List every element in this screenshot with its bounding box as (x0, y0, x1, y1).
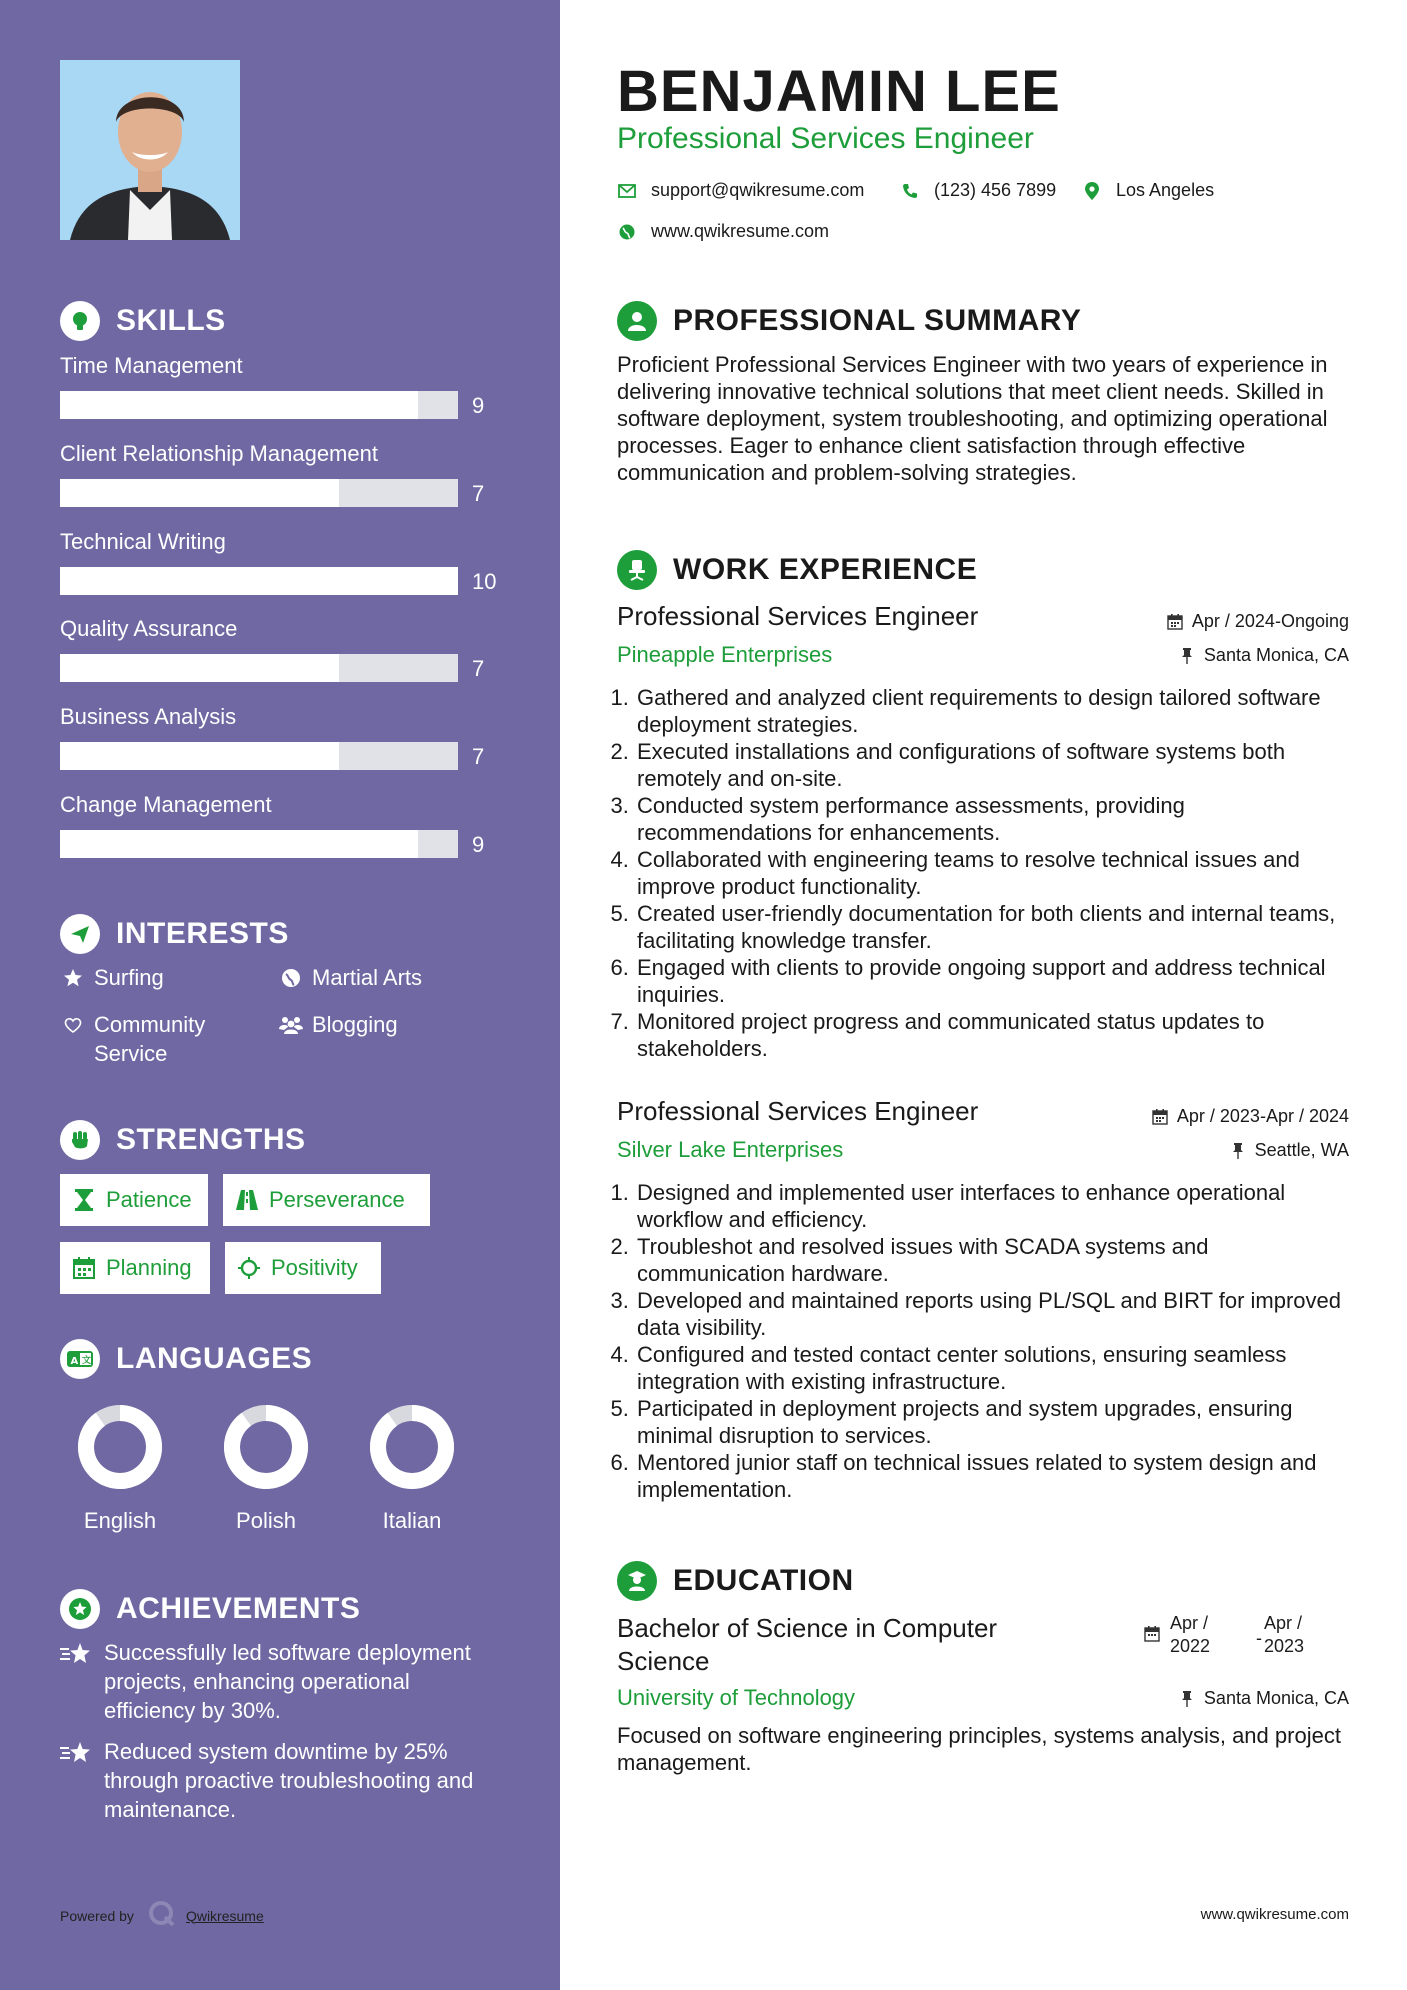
skill-level: 7 (472, 656, 485, 681)
candidate-title: Professional Services Engineer (617, 122, 1034, 155)
language-item (206, 1404, 326, 1534)
pushpin-icon (1178, 647, 1196, 665)
svg-text:A: A (70, 1356, 79, 1367)
education-start (1170, 1612, 1210, 1658)
skills-title: SKILLS (116, 304, 226, 337)
interests-title: INTERESTS (116, 917, 289, 950)
language-item (60, 1404, 180, 1534)
skill-level: 9 (472, 393, 485, 418)
email-text: support@qwikresume.com (651, 180, 865, 200)
interests-heading (60, 912, 289, 956)
education-location-text: Santa Monica, CA (1203, 1688, 1349, 1708)
job-company: Silver Lake Enterprises (617, 1137, 844, 1162)
calendar-icon (1144, 1626, 1160, 1647)
interest-label: Martial Arts (312, 965, 423, 990)
duty-item: 6. Mentored junior staff on technical issues related to system design and implementation. (635, 1449, 1357, 1503)
qwikresume-logo-icon (148, 1900, 176, 1931)
skill-bar-fill (60, 391, 418, 419)
education-end-month: Apr / (1264, 1613, 1303, 1633)
skill-bar (60, 742, 458, 770)
contact-location (1082, 180, 1214, 201)
calendar-icon (72, 1256, 96, 1280)
profile-photo (60, 60, 240, 240)
qwikresume-link[interactable]: Qwikresume (185, 1907, 264, 1924)
office-chair-icon (617, 550, 657, 590)
education-heading (617, 1559, 854, 1603)
duty-item: 3. Developed and maintained reports using PL/SQL and BIRT for improved data visibility. (635, 1287, 1357, 1341)
interest-item (278, 1010, 398, 1039)
sidebar (0, 0, 560, 1990)
language-ring-fill (86, 1413, 154, 1481)
job-dates (1166, 611, 1349, 632)
road-icon (235, 1188, 259, 1212)
achievement-text: Reduced system downtime by 25% through proactive troubleshooting and maintenance. (104, 1739, 474, 1822)
strength-label: Planning (106, 1255, 192, 1280)
experience-heading (617, 548, 977, 592)
lightbulb-icon (60, 301, 100, 341)
skill-bar-fill (60, 567, 458, 595)
duty-item: 6. Engaged with clients to provide ongoing support and address technical inquiries. (635, 954, 1357, 1008)
location-text: Los Angeles (1116, 180, 1215, 200)
duty-item: 2. Executed installations and configurations of software systems both remotely and on-site. (635, 738, 1357, 792)
education-location (1178, 1688, 1349, 1709)
skill-name: Time Management (60, 353, 243, 378)
language-label: Italian (382, 1508, 442, 1533)
skill-bar (60, 479, 458, 507)
skill-bar (60, 654, 458, 682)
language-item (352, 1404, 472, 1534)
fist-icon (60, 1120, 100, 1160)
job-location-text: Seattle, WA (1254, 1140, 1349, 1160)
language-label: Polish (236, 1508, 296, 1533)
paper-plane-icon (60, 914, 100, 954)
interest-item (278, 963, 422, 992)
summary-heading (617, 299, 1081, 343)
strength-tag (225, 1242, 381, 1294)
user-icon (617, 301, 657, 341)
duty-item: 4. Collaborated with engineering teams to resolve technical issues and improve product functionality. (635, 846, 1357, 900)
skill-bar-fill (60, 830, 418, 858)
skill-level: 9 (472, 832, 485, 857)
job-title: Professional Services Engineer (617, 601, 979, 631)
achievement-text: Successfully led software deployment projects, enhancing operational efficiency by 30%. (104, 1640, 471, 1723)
interest-label: Surfing (94, 965, 164, 990)
job-duties-list (617, 684, 1357, 1062)
education-title: EDUCATION (673, 1564, 854, 1597)
duty-item: 1. Designed and implemented user interfaces to enhance operational workflow and efficiency. (635, 1179, 1357, 1233)
achievements-title: ACHIEVEMENTS (116, 1592, 361, 1625)
skill-bar-fill (60, 479, 339, 507)
summary-title: PROFESSIONAL SUMMARY (673, 304, 1082, 337)
translate-icon (60, 1339, 100, 1379)
language-label: English (83, 1508, 157, 1533)
interest-label: Blogging (312, 1012, 398, 1037)
strength-tag (60, 1242, 210, 1294)
experience-title: WORK EXPERIENCE (673, 553, 978, 586)
duty-item: 7. Monitored project progress and communicated status updates to stakeholders. (635, 1008, 1357, 1062)
strengths-title: STRENGTHS (116, 1123, 306, 1156)
job-location (1178, 645, 1349, 666)
duty-item: 3. Conducted system performance assessments, providing recommendations for enhancements. (635, 792, 1357, 846)
language-level-ring (223, 1404, 309, 1490)
duty-item: 1. Gathered and analyzed client requirements to design tailored software deployment strategies. (635, 684, 1357, 738)
job-company: Pineapple Enterprises (617, 642, 833, 667)
strength-tag (60, 1174, 208, 1226)
group-icon (278, 1010, 304, 1039)
sun-icon (237, 1256, 261, 1280)
education-end-year: 2023 (1264, 1636, 1305, 1656)
interest-item (60, 963, 164, 992)
hourglass-icon (72, 1188, 96, 1212)
contact-phone[interactable] (900, 180, 1056, 201)
star-badge-icon (60, 1589, 100, 1629)
envelope-icon (617, 181, 637, 201)
languages-heading (60, 1337, 312, 1381)
skill-name: Quality Assurance (60, 616, 238, 641)
language-level-ring (77, 1404, 163, 1490)
skill-name: Change Management (60, 792, 272, 817)
skill-level: 10 (472, 569, 497, 594)
graduate-icon (617, 1561, 657, 1601)
powered-by (60, 1900, 264, 1931)
strength-label: Perseverance (269, 1187, 405, 1212)
skill-level: 7 (472, 744, 485, 769)
skill-bar (60, 830, 458, 858)
shooting-star-icon (60, 1638, 94, 1725)
map-pin-icon (1082, 181, 1102, 201)
globe-icon (617, 222, 637, 242)
language-ring-fill (378, 1413, 446, 1481)
pushpin-icon (1229, 1142, 1247, 1160)
candidate-name: BENJAMIN LEE (617, 59, 1061, 124)
interest-label: Community Service (94, 1012, 206, 1066)
skill-bar (60, 567, 458, 595)
education-school: University of Technology (617, 1685, 856, 1710)
calendar-icon (1166, 613, 1184, 631)
achievement-item (60, 1737, 500, 1824)
website-text: www.qwikresume.com (651, 221, 830, 241)
language-ring-fill (232, 1413, 300, 1481)
svg-text:文: 文 (82, 1356, 92, 1366)
job-location-text: Santa Monica, CA (1203, 645, 1349, 665)
job-location (1229, 1140, 1349, 1161)
achievement-item (60, 1638, 500, 1725)
footer-url[interactable]: www.qwikresume.com (1200, 1906, 1349, 1923)
strength-tag (223, 1174, 430, 1226)
job-dates-text: Apr / 2024-Ongoing (1191, 611, 1349, 631)
achievements-heading (60, 1587, 360, 1631)
summary-text: Proficient Professional Services Engineer with two years of experience in delivering innovative technical solutions that meet client needs. Skilled in software deployment, system troubleshooting, and optimizing operational processes. Eager to enhance client satisfaction through effective communication and problem-solving strategies. (617, 352, 1328, 485)
job-dates (1151, 1106, 1349, 1127)
skill-level: 7 (472, 481, 485, 506)
education-description: Focused on software engineering principles, systems analysis, and project management. (617, 1723, 1341, 1775)
skill-bar-fill (60, 654, 339, 682)
job-dates-text: Apr / 2023-Apr / 2024 (1176, 1106, 1349, 1126)
strength-label: Positivity (271, 1255, 358, 1280)
interest-item (60, 1010, 250, 1068)
skill-name: Business Analysis (60, 704, 237, 729)
education-start-month: Apr / (1170, 1613, 1209, 1633)
globe-icon (278, 963, 304, 992)
job-title: Professional Services Engineer (617, 1096, 979, 1126)
skill-name: Client Relationship Management (60, 441, 378, 466)
duty-item: 5. Participated in deployment projects and system upgrades, ensuring minimal disruption to services. (635, 1395, 1357, 1449)
strength-label: Patience (106, 1187, 192, 1212)
duty-item: 4. Configured and tested contact center solutions, ensuring seamless integration with existing infrastructure. (635, 1341, 1357, 1395)
education-end (1264, 1612, 1304, 1658)
duty-item: 5. Created user-friendly documentation for both clients and internal teams, facilitating knowledge transfer. (635, 900, 1357, 954)
skills-heading (60, 299, 226, 343)
pushpin-icon (1178, 1690, 1196, 1708)
duty-item: 2. Troubleshot and resolved issues with SCADA systems and communication hardware. (635, 1233, 1357, 1287)
contact-email[interactable] (617, 180, 864, 201)
contact-website[interactable] (617, 221, 829, 242)
phone-icon (900, 181, 920, 201)
strengths-heading (60, 1118, 306, 1162)
languages-title: LANGUAGES (116, 1342, 313, 1375)
education-degree: Bachelor of Science in Computer Science (617, 1613, 998, 1676)
skill-name: Technical Writing (60, 529, 226, 554)
skill-bar (60, 391, 458, 419)
shooting-star-icon (60, 1737, 94, 1824)
phone-text: (123) 456 7899 (934, 180, 1057, 200)
job-duties-list (617, 1179, 1357, 1503)
education-start-year: 2022 (1170, 1636, 1211, 1656)
heart-icon (60, 1010, 86, 1039)
powered-by-label: Powered by (60, 1907, 134, 1924)
date-separator: - (1256, 1628, 1262, 1648)
calendar-icon (1151, 1108, 1169, 1126)
language-level-ring (369, 1404, 455, 1490)
star-icon (60, 963, 86, 992)
skill-bar-fill (60, 742, 339, 770)
